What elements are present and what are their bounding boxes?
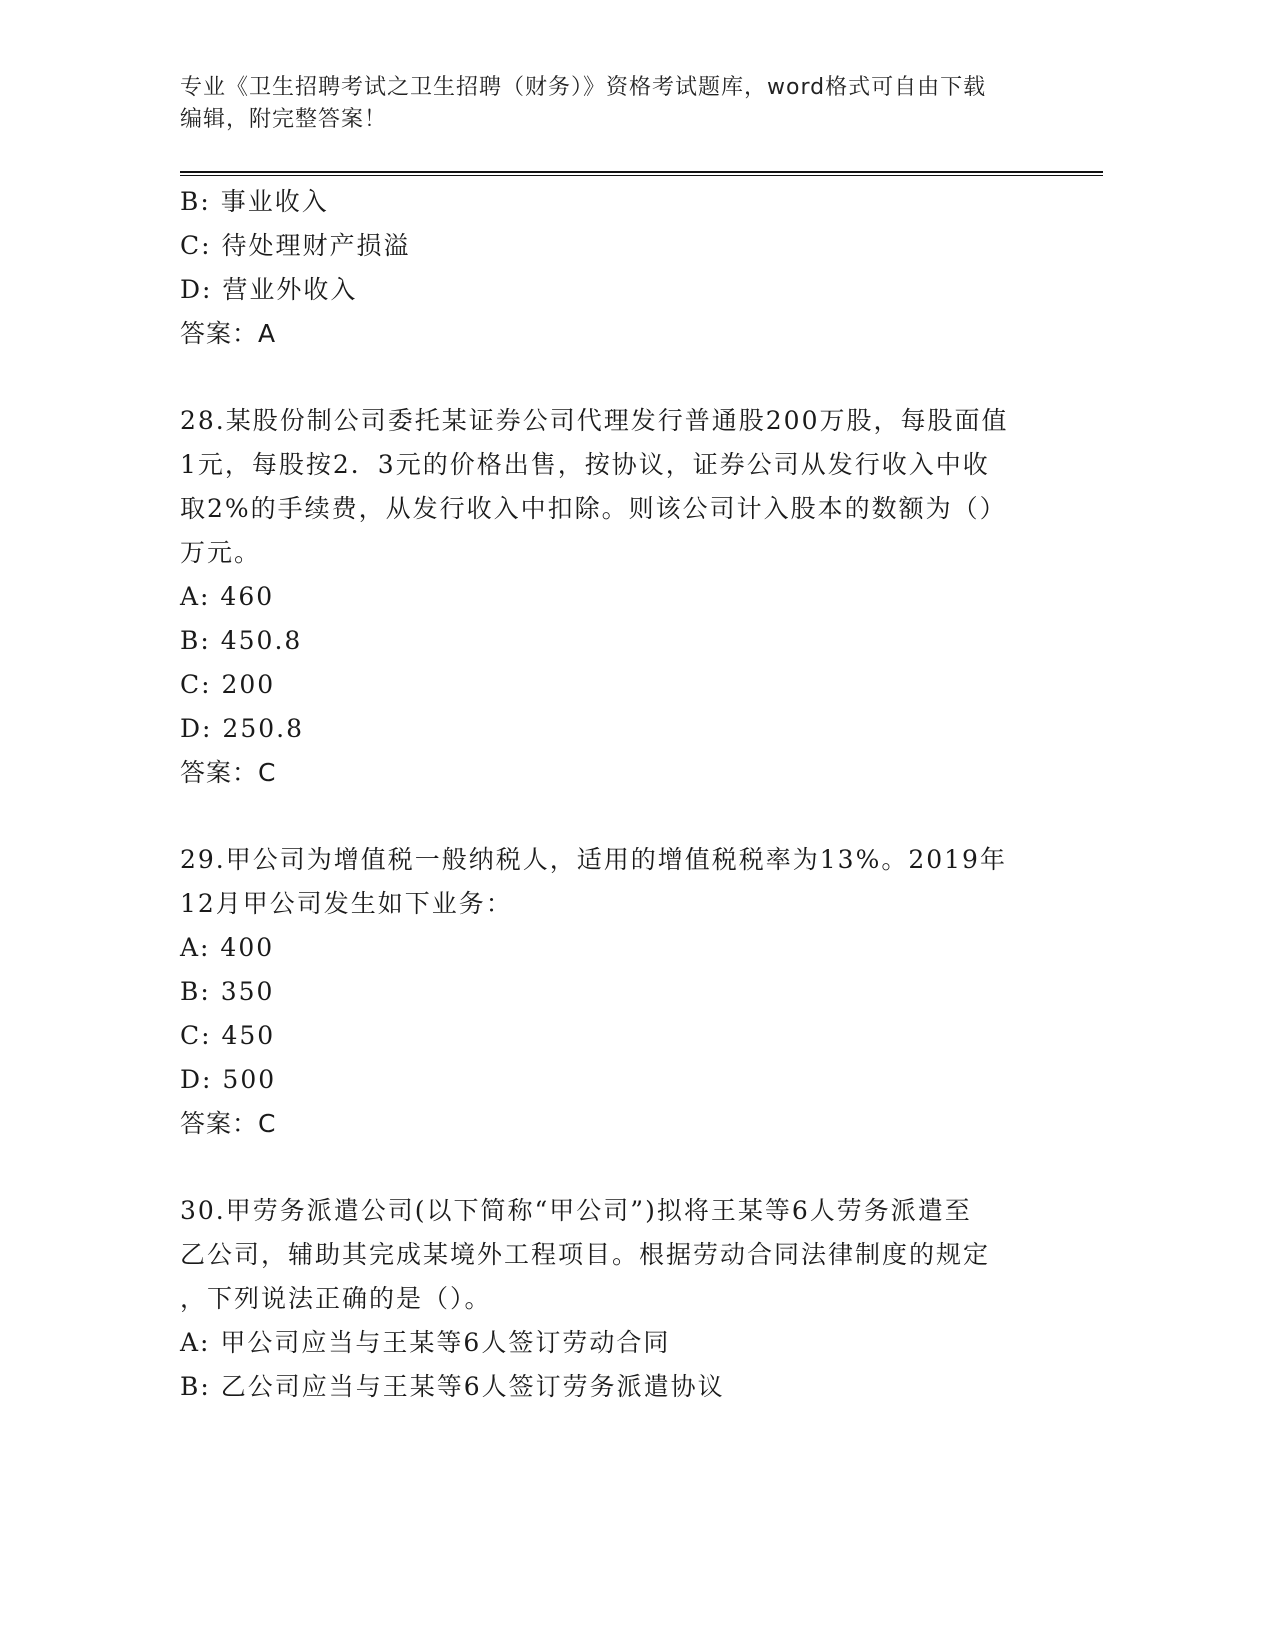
spacer: [180, 356, 1040, 399]
question-stem-line: 12月甲公司发生如下业务：: [180, 889, 513, 918]
question-content: [180, 180, 1040, 1409]
option-b: B: 450.8: [180, 626, 303, 655]
question-stem-line: 万元。: [180, 538, 262, 567]
option-c: C: 200: [180, 670, 276, 699]
header-line-1: 专业《卫生招聘考试之卫生招聘（财务）》资格考试题库，word格式可自由下载: [180, 75, 987, 100]
header-rule-thick: [180, 171, 1103, 173]
header-rule-thin: [180, 175, 1103, 176]
question-stem-line: 28.某股份制公司委托某证券公司代理发行普通股200万股，每股面值: [180, 406, 1009, 435]
option-b: B: 350: [180, 977, 275, 1006]
question-stem-line: 取2%的手续费，从发行收入中扣除。则该公司计入股本的数额为（）: [180, 494, 1007, 523]
option-c: C: 待处理财产损溢: [180, 231, 411, 260]
option-d: D: 500: [180, 1065, 277, 1094]
spacer: [180, 795, 1040, 838]
question-stem-line: 29.甲公司为增值税一般纳税人，适用的增值税税率为13%。2019年: [180, 845, 1007, 874]
question-30: [180, 1189, 1040, 1409]
option-a: A: 400: [180, 933, 275, 962]
option-a: A: 460: [180, 582, 275, 611]
question-29: [180, 838, 1040, 1146]
answer-line: 答案：A: [180, 319, 277, 348]
answer-line: 答案：C: [180, 1109, 277, 1138]
header-line-2: 编辑，附完整答案！: [180, 107, 388, 132]
spacer: [180, 1146, 1040, 1189]
document-header: [180, 72, 1040, 136]
option-c: C: 450: [180, 1021, 276, 1050]
question-stem-line: 1元，每股按2．3元的价格出售，按协议，证券公司从发行收入中收: [180, 450, 990, 479]
option-a: A: 甲公司应当与王某等6人签订劳动合同: [180, 1328, 671, 1357]
answer-line: 答案：C: [180, 758, 277, 787]
question-stem-line: ，下列说法正确的是（）。: [180, 1284, 492, 1313]
prev-question: [180, 180, 1040, 356]
option-d: D: 250.8: [180, 714, 304, 743]
question-28: [180, 399, 1040, 795]
question-stem-line: 乙公司，辅助其完成某境外工程项目。根据劳动合同法律制度的规定: [180, 1240, 991, 1269]
option-b: B: 事业收入: [180, 187, 329, 216]
option-d: D: 营业外收入: [180, 275, 358, 304]
option-b: B: 乙公司应当与王某等6人签订劳务派遣协议: [180, 1372, 725, 1401]
question-stem-line: 30.甲劳务派遣公司(以下简称“甲公司”)拟将王某等6人劳务派遣至: [180, 1196, 972, 1225]
